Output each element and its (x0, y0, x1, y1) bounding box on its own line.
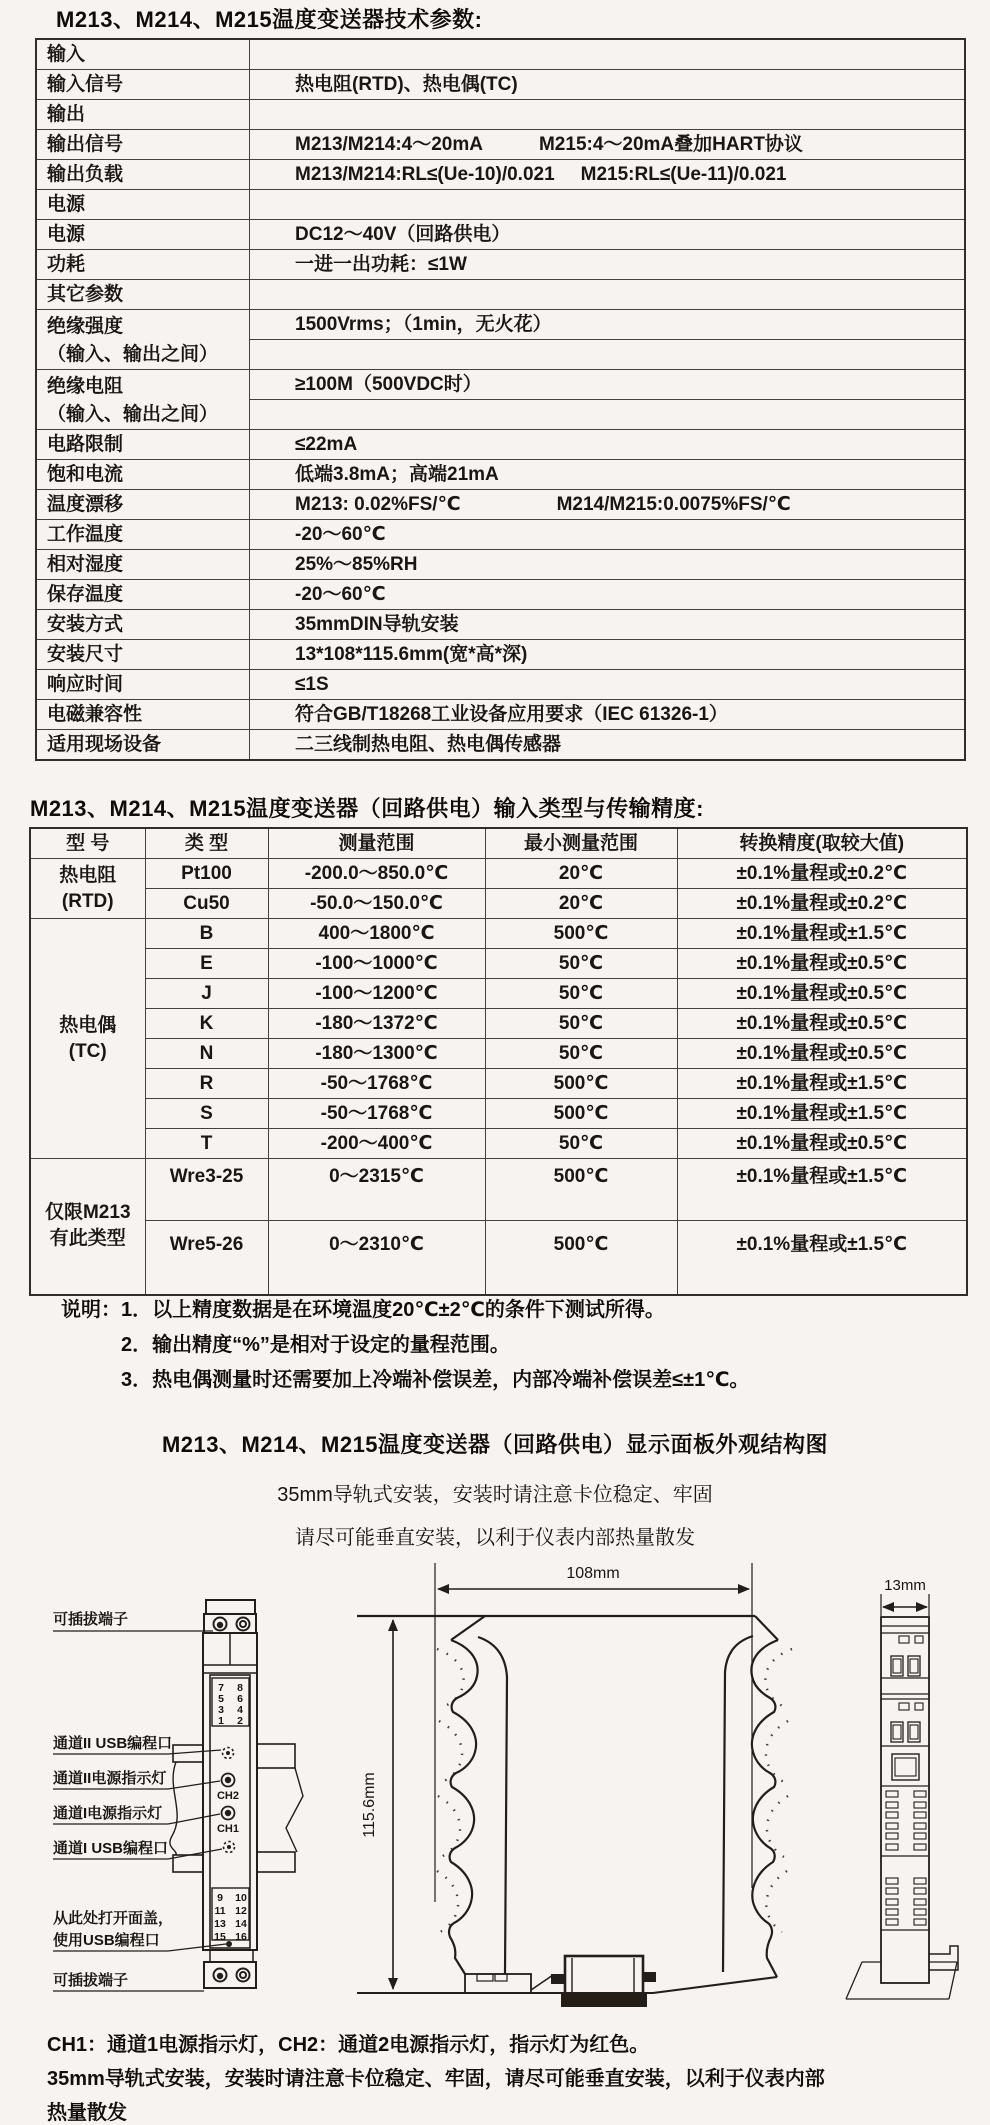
terminal-number: 5 (218, 1693, 224, 1705)
width-dimension-label: 108mm (566, 1565, 620, 1582)
cell: 500℃ (485, 1221, 677, 1295)
table-row (36, 730, 965, 761)
table-row (36, 490, 965, 520)
terminal-number: 6 (237, 1693, 243, 1705)
col-header: 最小测量范围 (485, 828, 677, 859)
left-fin-edge (449, 1640, 478, 1974)
cell: K (145, 1009, 268, 1039)
pluggable-terminal-label: 可插拔端子 (53, 1972, 129, 1989)
terminal-number: 8 (237, 1682, 243, 1694)
cell: 50℃ (485, 1129, 677, 1159)
table-row (30, 1009, 967, 1039)
param-value (250, 39, 966, 70)
cell: ±0.1%量程或±0.5℃ (677, 949, 967, 979)
value-part: M213/M214:4～20mA (295, 133, 483, 155)
open-cover-label: 使用USB编程口 (53, 1932, 160, 1949)
rail-foot (465, 1974, 531, 1993)
cell: -100～1200℃ (268, 979, 485, 1009)
param-value: ≥100M（500VDC时） (250, 370, 966, 400)
param-value (250, 100, 966, 130)
table-row (36, 460, 965, 490)
cell: ±0.1%量程或±1.5℃ (677, 919, 967, 949)
table-row (36, 130, 965, 160)
cell: ±0.1%量程或±0.5℃ (677, 1039, 967, 1069)
table-row (36, 610, 965, 640)
param-label: 输入 (36, 39, 250, 70)
param-label: 安装尺寸 (36, 640, 250, 670)
param-label: 输出信号 (36, 130, 250, 160)
terminal-number: 16 (235, 1931, 247, 1943)
param-value: 35mmDIN导轨安装 (250, 610, 966, 640)
value-part: M213: 0.02%FS/℃ (295, 493, 461, 515)
top-cap (206, 1600, 255, 1614)
table-row (30, 1159, 967, 1221)
cell: T (145, 1129, 268, 1159)
cell: ±0.1%量程或±1.5℃ (677, 1221, 967, 1295)
cell: ±0.1%量程或±0.5℃ (677, 1009, 967, 1039)
table-row (36, 370, 965, 400)
label-line: 绝缘电阻 (47, 375, 124, 397)
notes (61, 1293, 749, 1398)
ch2-led-icon (225, 1777, 231, 1783)
narrow-side-view (846, 1594, 958, 1999)
table-row (36, 70, 965, 100)
din-rail-icon (170, 1744, 303, 1872)
cell: N (145, 1039, 268, 1069)
param-value: ≤1S (250, 670, 966, 700)
vent-slats (886, 1878, 926, 1925)
terminal-number: 11 (214, 1905, 226, 1917)
model-line: (RTD) (61, 890, 114, 912)
param-label: 安装方式 (36, 610, 250, 640)
hatch-dots (437, 1649, 464, 1932)
usb-port-icon (226, 1751, 230, 1755)
terminal-number: 15 (214, 1931, 226, 1943)
param-value (250, 490, 966, 520)
model-cell (30, 859, 145, 919)
front-view-labels (53, 1610, 226, 1991)
cell: 50℃ (485, 1039, 677, 1069)
footer-install-note-cont: 热量散发 (47, 2102, 127, 2124)
cell: J (145, 979, 268, 1009)
value-part: M215:4～20mA叠加HART协议 (538, 133, 803, 155)
param-label: 温度漂移 (36, 490, 250, 520)
accuracy-table (29, 827, 968, 1296)
model-line: 热电阻 (59, 864, 117, 886)
tech-params-table (35, 38, 966, 761)
table-row (30, 1129, 967, 1159)
notes-prefix: 说明： (61, 1299, 121, 1321)
side-view (357, 1563, 792, 2007)
cell: -50.0～150.0℃ (268, 889, 485, 919)
cell: E (145, 949, 268, 979)
table-row (30, 1221, 967, 1295)
value-part: M213/M214:RL≤(Ue-10)/0.021 (295, 163, 555, 185)
table-row (36, 430, 965, 460)
table-row (30, 889, 967, 919)
cell: -100～1000℃ (268, 949, 485, 979)
screw-terminal-icon (217, 1973, 223, 1979)
col-header: 转换精度(取较大值) (677, 828, 967, 859)
screw-terminal-icon (217, 1622, 223, 1628)
cell: ±0.1%量程或±1.5℃ (677, 1159, 967, 1221)
model-line: 有此类型 (49, 1228, 126, 1250)
cell: 0～2310℃ (268, 1221, 485, 1295)
panel-structure-diagram (0, 1550, 990, 2020)
rail-clamp-icon (551, 1956, 656, 2007)
cell: 50℃ (485, 979, 677, 1009)
note-item: 3．热电偶测量时还需要加上冷端补偿误差，内部冷端补偿误差≤±1℃。 (121, 1369, 750, 1391)
note-line (61, 1293, 749, 1328)
param-value: DC12～40V（回路供电） (250, 220, 966, 250)
screw-terminal-icon (237, 1618, 250, 1631)
col-header: 测量范围 (268, 828, 485, 859)
param-label: 相对湿度 (36, 550, 250, 580)
footer-install-note: 35mm导轨式安装，安装时请注意卡位稳定、牢固，请尽可能垂直安装，以利于仪表内部 (47, 2068, 825, 2090)
cell: R (145, 1069, 268, 1099)
param-value (250, 190, 966, 220)
model-cell (30, 1159, 145, 1295)
model-line: (TC) (68, 1040, 107, 1062)
table-row (36, 310, 965, 340)
cell: 500℃ (485, 919, 677, 949)
cell: ±0.1%量程或±1.5℃ (677, 1099, 967, 1129)
height-dimension-label: 115.6mm (361, 1772, 378, 1838)
cell: -50～1768℃ (268, 1069, 485, 1099)
install-note-1: 35mm导轨式安装，安装时请注意卡位稳定、牢固 (277, 1484, 713, 1506)
cell: B (145, 919, 268, 949)
param-value: 1500Vrms；（1min，无火花） (250, 310, 966, 340)
table-row (36, 280, 965, 310)
table-row (30, 949, 967, 979)
cell: S (145, 1099, 268, 1129)
table-row (36, 520, 965, 550)
col-header: 型 号 (30, 828, 145, 859)
param-value: 一进一出功耗：≤1W (250, 250, 966, 280)
title-tech-params: M213、M214、M215温度变送器技术参数: (56, 7, 483, 32)
cell: ±0.1%量程或±1.5℃ (677, 1069, 967, 1099)
param-value: -20～60℃ (250, 520, 966, 550)
cell: 20℃ (485, 859, 677, 889)
narrow-body (881, 1617, 929, 1983)
param-value (250, 280, 966, 310)
terminal-number: 9 (217, 1892, 223, 1904)
param-label: 保存温度 (36, 580, 250, 610)
table-row (30, 1069, 967, 1099)
param-label: 电源 (36, 220, 250, 250)
col-header: 类 型 (145, 828, 268, 859)
cell: Cu50 (145, 889, 268, 919)
model-line: 热电偶 (59, 1014, 117, 1036)
param-value: ≤22mA (250, 430, 966, 460)
ch1-usb-label: 通道I USB编程口 (53, 1840, 169, 1857)
bottom-terminal-block (204, 1962, 256, 1988)
value-part: M215:RL≤(Ue-11)/0.021 (580, 163, 787, 185)
pluggable-terminal-label: 可插拔端子 (53, 1611, 129, 1628)
param-value: 低端3.8mA；高端21mA (250, 460, 966, 490)
model-line: 仅限M213 (44, 1202, 131, 1224)
param-label: 输出 (36, 100, 250, 130)
param-value (250, 160, 966, 190)
param-label: 输入信号 (36, 70, 250, 100)
cell: 500℃ (485, 1159, 677, 1221)
param-value (250, 340, 966, 370)
table-row (30, 859, 967, 889)
table-row (36, 550, 965, 580)
param-label: 功耗 (36, 250, 250, 280)
label-line: （输入、输出之间） (47, 343, 219, 365)
footer-led-note: CH1：通道1电源指示灯，CH2：通道2电源指示灯，指示灯为红色。 (47, 2034, 650, 2056)
cell: ±0.1%量程或±0.2℃ (677, 889, 967, 919)
depth-dimension-label: 13mm (884, 1577, 926, 1594)
table-row (36, 160, 965, 190)
open-cover-label: 从此处打开面盖， (53, 1910, 174, 1927)
table-row (36, 39, 965, 70)
table-header-row (30, 828, 967, 859)
front-view (170, 1600, 303, 1988)
terminal-number: 10 (235, 1892, 247, 1904)
param-label: 电路限制 (36, 430, 250, 460)
label-line: 绝缘强度 (47, 315, 124, 337)
param-value: 二三线制热电阻、热电偶传感器 (250, 730, 966, 761)
param-value: 13*108*115.6mm(宽*高*深) (250, 640, 966, 670)
screw-terminal-icon (240, 1972, 246, 1978)
table-row (36, 190, 965, 220)
title-panel-structure: M213、M214、M215温度变送器（回路供电）显示面板外观结构图 (161, 1432, 829, 1457)
model-cell (30, 919, 145, 1159)
terminal-number: 1 (218, 1715, 224, 1727)
top-terminal-block (204, 1614, 256, 1633)
table-row (36, 670, 965, 700)
ch1-label: CH1 (216, 1823, 240, 1835)
screw-terminal-icon (240, 1621, 246, 1627)
ch1-led-label: 通道I电源指示灯 (53, 1805, 163, 1822)
param-label: 响应时间 (36, 670, 250, 700)
cell: -180～1300℃ (268, 1039, 485, 1069)
cell: ±0.1%量程或±0.5℃ (677, 1129, 967, 1159)
param-value (250, 400, 966, 430)
table-row (36, 700, 965, 730)
terminal-number: 4 (237, 1704, 243, 1716)
cell: Pt100 (145, 859, 268, 889)
param-label: 饱和电流 (36, 460, 250, 490)
param-label: 电源 (36, 190, 250, 220)
param-value: 热电阻(RTD)、热电偶(TC) (250, 70, 966, 100)
table-row (30, 979, 967, 1009)
screw-terminal-icon (237, 1969, 250, 1982)
param-value (250, 130, 966, 160)
cell: 50℃ (485, 949, 677, 979)
cell: -180～1372℃ (268, 1009, 485, 1039)
table-row (36, 640, 965, 670)
note-item: 1．以上精度数据是在环境温度20℃±2℃的条件下测试所得。 (121, 1299, 665, 1321)
param-value: 符合GB/T18268工业设备应用要求（IEC 61326-1） (250, 700, 966, 730)
cell: 50℃ (485, 1009, 677, 1039)
param-label (36, 310, 250, 370)
table-row (36, 100, 965, 130)
rail-hook (929, 1946, 958, 1970)
cell: -50～1768℃ (268, 1099, 485, 1129)
cell: 400～1800℃ (268, 919, 485, 949)
cell: -200.0～850.0℃ (268, 859, 485, 889)
terminal-number: 7 (218, 1682, 224, 1694)
terminal-number: 13 (214, 1918, 226, 1930)
cell: 0～2315℃ (268, 1159, 485, 1221)
table-row (36, 220, 965, 250)
cell: ±0.1%量程或±0.2℃ (677, 859, 967, 889)
terminal-number: 12 (235, 1905, 247, 1917)
usb-port-icon (227, 1845, 231, 1849)
terminal-number: 2 (237, 1715, 243, 1727)
value-part: M214/M215:0.0075%FS/℃ (556, 493, 791, 515)
param-label: 工作温度 (36, 520, 250, 550)
cell: 500℃ (485, 1099, 677, 1129)
cell: Wre3-25 (145, 1159, 268, 1221)
param-value: 25%～85%RH (250, 550, 966, 580)
param-label: 其它参数 (36, 280, 250, 310)
install-note-2: 请尽可能垂直安装，以利于仪表内部热量散发 (295, 1527, 695, 1549)
terminal-number: 14 (235, 1918, 247, 1930)
param-value: -20～60℃ (250, 580, 966, 610)
table-row (30, 1099, 967, 1129)
cell: ±0.1%量程或±0.5℃ (677, 979, 967, 1009)
terminal-number: 3 (218, 1704, 224, 1716)
ch2-led-label: 通道II电源指示灯 (53, 1770, 167, 1787)
param-label (36, 370, 250, 430)
table-row (36, 580, 965, 610)
cell: Wre5-26 (145, 1221, 268, 1295)
vent-slats (886, 1791, 926, 1850)
title-accuracy: M213、M214、M215温度变送器（回路供电）输入类型与传输精度: (30, 796, 704, 821)
cell: 20℃ (485, 889, 677, 919)
cell: 500℃ (485, 1069, 677, 1099)
param-label: 输出负载 (36, 160, 250, 190)
param-label: 适用现场设备 (36, 730, 250, 761)
rail-cross-section (846, 1962, 957, 1999)
table-row (30, 1039, 967, 1069)
param-label: 电磁兼容性 (36, 700, 250, 730)
table-row (30, 919, 967, 949)
cell: -200～400℃ (268, 1129, 485, 1159)
ch1-led-icon (225, 1810, 231, 1816)
table-row (36, 250, 965, 280)
ch2-label: CH2 (216, 1790, 240, 1802)
cover-open-point (226, 1941, 232, 1947)
note-item: 2．输出精度“%”是相对于设定的量程范围。 (121, 1334, 510, 1356)
ch2-usb-label: 通道II USB编程口 (53, 1735, 173, 1752)
label-line: （输入、输出之间） (47, 403, 219, 425)
